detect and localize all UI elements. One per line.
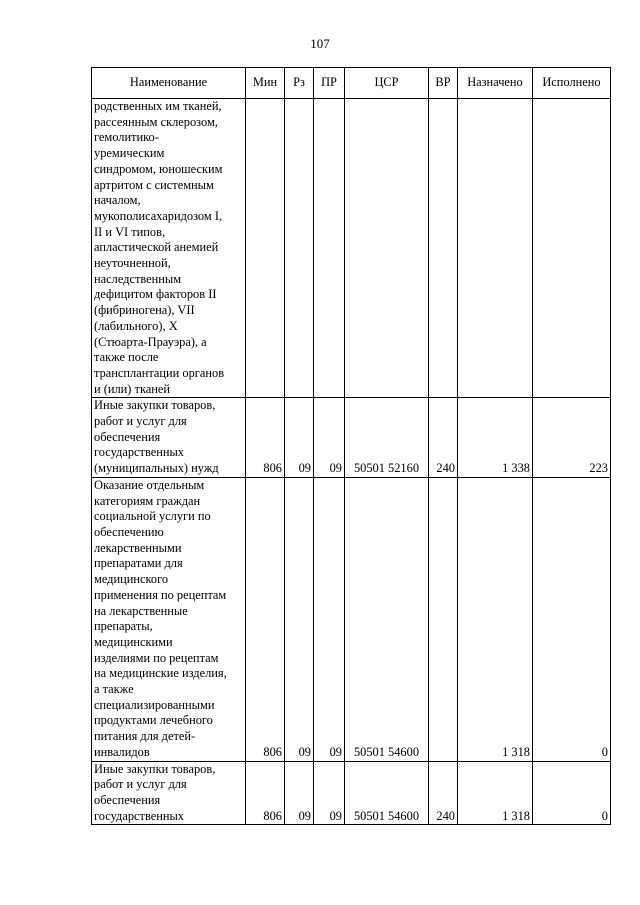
header-name: Наименование [92,68,246,99]
header-row [92,68,611,99]
row-vr-cell [429,477,458,761]
row-assigned-cell: 1 318 [458,761,533,825]
row-executed-cell: 0 [533,761,611,825]
row-pr-cell: 09 [314,477,345,761]
row-name-cell: Иные закупки товаров, работ и услуг для обеспечения государственных [92,761,246,825]
row-vr-cell: 240 [429,761,458,825]
row-name-cell: Иные закупки товаров, работ и услуг для обеспечения государственных (муниципальных) нужд [92,398,246,478]
header-pr: ПР [314,68,345,99]
header-vr: ВР [429,68,458,99]
row-assigned-cell [458,99,533,398]
header-min: Мин [246,68,285,99]
header-assigned: Назначено [458,68,533,99]
header-csr: ЦСР [345,68,429,99]
row-executed-cell: 0 [533,477,611,761]
row-assigned-cell: 1 338 [458,398,533,478]
row-executed-cell [533,99,611,398]
row-pr-cell: 09 [314,398,345,478]
row-min-cell: 806 [246,761,285,825]
header-executed: Исполнено [533,68,611,99]
row-rz-cell [285,99,314,398]
header-rz: Рз [285,68,314,99]
budget-table [91,67,611,825]
row-rz-cell: 09 [285,761,314,825]
row-name-cell: родственных им тканей, рассеянным склерозом, гемолитико- уремическим синдромом, юношеским артритом с системным началом, мукополисахаридозом I, II и VI типов, апластической анемией неуточненной, наследственным дефицитом факторов II (фибриногена), VII (лабильного), X (Стюарта-Прауэра), а также после трансплантации органов и (или) тканей [92,99,246,398]
row-executed-cell: 223 [533,398,611,478]
table-row [92,99,611,398]
table-row [92,477,611,761]
row-name-cell: Оказание отдельным категориям граждан социальной услуги по обеспечению лекарственными препаратами для медицинского применения по рецептам на лекарственные препараты, медицинскими изделиями по рецептам на медицинские изделия, а также специализированными продуктами лечебного питания для детей- инвалидов [92,477,246,761]
row-vr-cell: 240 [429,398,458,478]
row-min-cell [246,99,285,398]
row-min-cell: 806 [246,477,285,761]
row-pr-cell [314,99,345,398]
row-csr-cell [345,99,429,398]
row-assigned-cell: 1 318 [458,477,533,761]
row-vr-cell [429,99,458,398]
row-csr-cell: 50501 54600 [345,477,429,761]
page-number: 107 [310,36,330,51]
row-csr-cell: 50501 54600 [345,761,429,825]
table-row [92,398,611,478]
row-rz-cell: 09 [285,477,314,761]
table-row [92,761,611,825]
row-csr-cell: 50501 52160 [345,398,429,478]
row-pr-cell: 09 [314,761,345,825]
row-min-cell: 806 [246,398,285,478]
row-rz-cell: 09 [285,398,314,478]
